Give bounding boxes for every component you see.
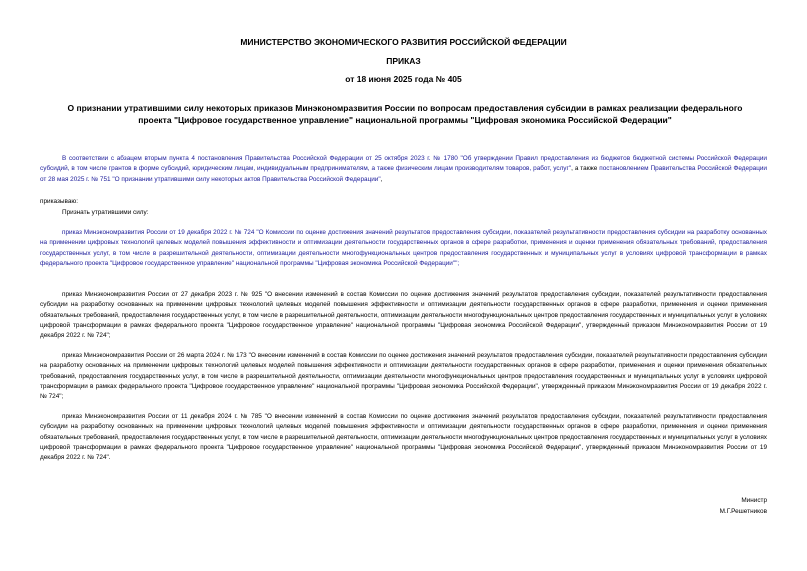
preamble-text: , а также — [571, 165, 600, 173]
preamble-end: , — [380, 175, 383, 183]
doc-type: ПРИКАЗ — [386, 56, 421, 66]
list-item-3: приказ Минэкономразвития России от 26 марта 2024 г. № 173 "О внесении изменений в состав Комиссии по оценке достижения значений результатов предоставления субсидии, показателей результативности предоставления субсидии на разработку основанных на применении цифровых технологий целевых моделей повышения эффективности и оптимизации деятельности государственных органов в сфере разработки, применения и оценки применения обязательных требований, предоставления государственных услуг, в том числе в разрешительной деятельности, оптимизации деятельности многофункциональных центров предоставления государственных и муниципальных услуг в условиях цифровой трансформации в рамках федерального проекта "Цифровое государственное управление" национальной программы "Цифровая экономика Российской Федерации", утвержденный приказом Минэкономразвития России от 19 декабря 2022 г. № 724"; — [40, 352, 767, 401]
preamble — [40, 154, 767, 185]
recognize-statement: Признать утратившими силу: — [62, 209, 149, 216]
doc-date-number: от 18 июня 2025 года № 405 — [345, 74, 462, 84]
signature-position: Министр — [741, 497, 767, 504]
list-item-2: приказ Минэкономразвития России от 27 декабря 2023 г. № 925 "О внесении изменений в состав Комиссии по оценке достижения значений результатов предоставления субсидии, показателей результативности предоставления субсидии на разработку основанных на применении цифровых технологий целевых моделей повышения эффективности и оптимизации деятельности государственных органов в сфере разработки, применения и оценки применения обязательных требований, предоставления государственных услуг, в том числе в разрешительной деятельности, оптимизации деятельности многофункциональных центров предоставления государственных и муниципальных услуг в условиях цифровой трансформации в рамках федерального проекта "Цифровое государственное управление" национальной программы "Цифровая экономика Российской Федерации", утвержденный приказом Минэкономразвития России от 19 декабря 2022 г. № 724"; — [40, 291, 767, 340]
preamble-link-2[interactable]: постановлением Правительства Российской Федерации от 28 мая 2025 г. № 751 "О признании утратившими силу некоторых актов Правительства Российской Федерации" — [40, 165, 767, 183]
signature-name: М.Г.Решетников — [719, 508, 767, 515]
order-word: приказываю: — [40, 198, 78, 205]
list-item-1[interactable]: приказ Минэкономразвития России от 19 декабря 2022 г. № 724 "О Комиссии по оценке достижения значений результатов предоставления субсидии, показателей результативности предоставления субсидии на разработку основанных на применении цифровых технологий целевых моделей повышения эффективности и оптимизации деятельности государственных органов в сфере разработки, применения и оценки применения обязательных требований, предоставления государственных услуг, в том числе в разрешительной деятельности, оптимизации деятельности многофункциональных центров предоставления государственных и муниципальных услуг в условиях цифровой трансформации в рамках федерального проекта "Цифровое государственное управление" национальной программы "Цифровая экономика Российской Федерации""; — [40, 229, 767, 267]
doc-subject: О признании утратившими силу некоторых приказов Минэкономразвития России по вопросам предоставления субсидии в рамках реализации федерального проекта "Цифровое государственное управление" национальной программы "Цифровая экономика Российской Федерации" — [67, 103, 743, 125]
ministry-title: МИНИСТЕРСТВО ЭКОНОМИЧЕСКОГО РАЗВИТИЯ РОССИЙСКОЙ ФЕДЕРАЦИИ — [240, 37, 567, 47]
preamble-link-1[interactable]: В соответствии с абзацем вторым пункта 4 постановления Правительства Российской Федерации от 25 октября 2023 г. № 1780 "Об утверждении Правил предоставления из бюджетов бюджетной системы Российской Федерации субсидий, в том числе грантов в форме субсидий, юридическим лицам, индивидуальным предпринимателям, а также физическим лицам производителям товаров, работ, услуг" — [40, 155, 767, 173]
list-item-4: приказ Минэкономразвития России от 11 декабря 2024 г. № 785 "О внесении изменений в состав Комиссии по оценке достижения значений результатов предоставления субсидии, показателей результативности предоставления субсидии на разработку основанных на применении цифровых технологий целевых моделей повышения эффективности и оптимизации деятельности государственных органов в сфере разработки, применения и оценки применения обязательных требований, предоставления государственных услуг, в том числе в разрешительной деятельности, оптимизации деятельности многофункциональных центров предоставления государственных и муниципальных услуг в условиях цифровой трансформации в рамках федерального проекта "Цифровое государственное управление" национальной программы "Цифровая экономика Российской Федерации", утвержденный приказом Минэкономразвития России от 19 декабря 2022 г. № 724". — [40, 413, 767, 462]
